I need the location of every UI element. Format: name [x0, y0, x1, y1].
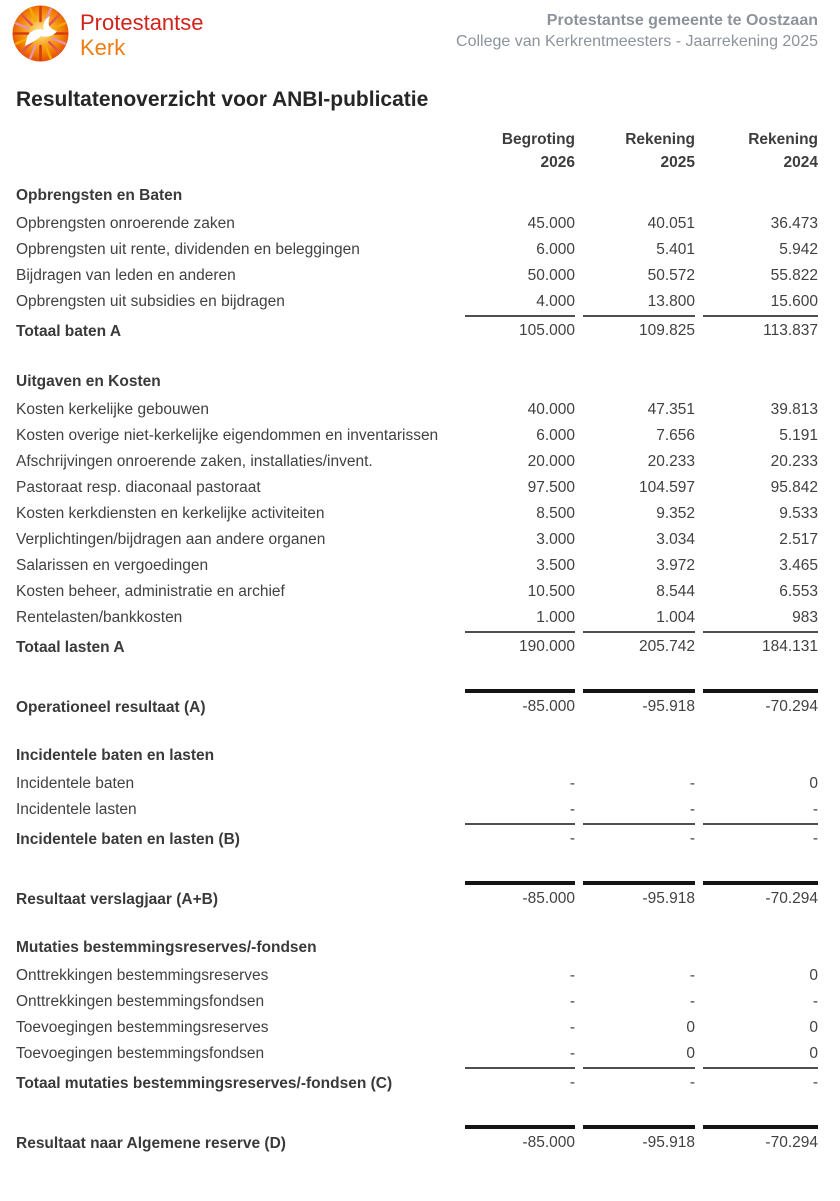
row-label: Totaal baten A: [16, 322, 122, 340]
row-label: Onttrekkingen bestemmingsreserves: [16, 967, 269, 984]
row-value: 1.000: [536, 609, 575, 626]
row-label: Operationeel resultaat (A): [16, 698, 206, 716]
row-value: -85.000: [465, 689, 575, 716]
row-value: 97.500: [527, 479, 575, 496]
row-value: -: [689, 993, 695, 1010]
row-value: 0: [809, 775, 818, 792]
row-value: 104.597: [638, 479, 695, 496]
row-value: 15.600: [770, 293, 818, 310]
row-label: Incidentele baten en lasten (B): [16, 830, 240, 848]
row-value: -: [569, 1019, 575, 1036]
row-value: 5.191: [779, 427, 818, 444]
row-value: 6.000: [536, 427, 575, 444]
row-value: -: [689, 967, 695, 984]
item-row: [16, 211, 818, 237]
row-value: 20.233: [647, 453, 695, 470]
row-value: -: [569, 775, 575, 792]
row-label: Afschrijvingen onroerende zaken, installaties/invent.: [16, 453, 373, 470]
row-value: -85.000: [465, 881, 575, 908]
row-value: 50.000: [527, 267, 575, 284]
row-value: -: [569, 967, 575, 984]
item-row: [16, 579, 818, 605]
row-value: -: [569, 801, 575, 818]
row-value: -70.294: [703, 1125, 818, 1152]
row-value: -: [465, 823, 575, 848]
organization-name: Protestantse gemeente te Oostzaan: [546, 12, 818, 29]
row-value: -: [812, 801, 818, 818]
row-label: Incidentele baten en lasten: [16, 747, 215, 764]
row-label: Toevoegingen bestemmingsreserves: [16, 1019, 269, 1036]
row-label: Pastoraat resp. diaconaal pastoraat: [16, 479, 261, 496]
row-label: Kosten overige niet-kerkelijke eigendommen en inventarissen: [16, 427, 439, 444]
section-row: [16, 369, 818, 395]
row-value: 2.517: [779, 531, 818, 548]
row-label: Rentelasten/bankkosten: [16, 609, 183, 626]
row-value: 40.051: [647, 215, 695, 232]
row-value: 6.553: [779, 583, 818, 600]
item-row: [16, 1015, 818, 1041]
item-row: [16, 289, 818, 315]
row-value: 45.000: [527, 215, 575, 232]
row-value: 40.000: [527, 401, 575, 418]
row-value: 36.473: [770, 215, 818, 232]
row-value: -: [689, 775, 695, 792]
row-value: -95.918: [583, 689, 695, 716]
row-value: 20.000: [527, 453, 575, 470]
row-value: 184.131: [703, 631, 818, 656]
table-rows: [16, 183, 818, 1155]
column-label: Begroting: [501, 131, 575, 148]
page-title: Resultatenoverzicht voor ANBI-publicatie: [16, 88, 429, 111]
row-value: 7.656: [656, 427, 695, 444]
item-row: [16, 553, 818, 579]
row-value: 55.822: [770, 267, 818, 284]
section-row: [16, 935, 818, 961]
result-row: [16, 689, 818, 719]
row-value: 190.000: [465, 631, 575, 656]
item-row: [16, 501, 818, 527]
total-row: [16, 631, 818, 659]
brand-name-line2: Kerk: [80, 35, 126, 60]
row-value: 3.034: [656, 531, 695, 548]
row-value: 3.000: [536, 531, 575, 548]
item-row: [16, 423, 818, 449]
row-value: 0: [809, 967, 818, 984]
row-label: Totaal mutaties bestemmingsreserves/-fondsen (C): [16, 1074, 393, 1092]
row-label: Incidentele baten: [16, 775, 135, 792]
item-row: [16, 963, 818, 989]
item-row: [16, 605, 818, 631]
table-column-headers: [16, 128, 818, 174]
row-label: Opbrengsten en Baten: [16, 187, 183, 204]
row-value: -: [812, 993, 818, 1010]
row-value: 1.004: [656, 609, 695, 626]
item-row: [16, 449, 818, 475]
row-value: 50.572: [647, 267, 695, 284]
item-row: [16, 237, 818, 263]
row-value: -70.294: [703, 689, 818, 716]
item-row: [16, 1041, 818, 1067]
row-value: 0: [809, 1019, 818, 1036]
row-value: 3.465: [779, 557, 818, 574]
item-row: [16, 475, 818, 501]
column-header-begroting-2026: [465, 128, 575, 174]
row-value: 6.000: [536, 241, 575, 258]
total-row: [16, 823, 818, 851]
row-value: 3.972: [656, 557, 695, 574]
row-value: -: [703, 823, 818, 848]
row-value: -70.294: [703, 881, 818, 908]
row-value: 20.233: [770, 453, 818, 470]
row-value: 10.500: [527, 583, 575, 600]
row-value: 5.942: [779, 241, 818, 258]
row-value: -: [703, 1067, 818, 1092]
row-value: 47.351: [647, 401, 695, 418]
church-sunburst-dove-icon: [12, 5, 69, 67]
item-row: [16, 989, 818, 1015]
item-row: [16, 263, 818, 289]
row-value: 109.825: [583, 315, 695, 340]
row-label: Incidentele lasten: [16, 801, 137, 818]
row-value: 95.842: [770, 479, 818, 496]
row-label: Resultaat verslagjaar (A+B): [16, 890, 219, 908]
results-table: [0, 128, 840, 1155]
row-value: 4.000: [536, 293, 575, 310]
row-label: Opbrengsten uit subsidies en bijdragen: [16, 293, 285, 310]
row-label: Kosten beheer, administratie en archief: [16, 583, 285, 600]
row-label: Kosten kerkelijke gebouwen: [16, 401, 210, 418]
row-value: -: [583, 1067, 695, 1092]
row-label: Resultaat naar Algemene reserve (D): [16, 1134, 286, 1152]
brand-name-line1: Protestantse: [80, 10, 204, 35]
row-value: 3.500: [536, 557, 575, 574]
row-value: -: [689, 801, 695, 818]
row-value: -: [465, 1067, 575, 1092]
result-row: [16, 881, 818, 911]
row-label: Kosten kerkdiensten en kerkelijke activiteiten: [16, 505, 325, 522]
column-year: 2024: [783, 154, 818, 171]
item-row: [16, 771, 818, 797]
column-header-rekening-2024: [703, 128, 818, 174]
row-label: Onttrekkingen bestemmingsfondsen: [16, 993, 265, 1010]
column-label: Rekening: [625, 131, 695, 148]
column-label: Rekening: [748, 131, 818, 148]
row-value: 8.544: [656, 583, 695, 600]
row-value: 0: [809, 1045, 818, 1062]
row-value: -: [569, 1045, 575, 1062]
row-value: 39.813: [770, 401, 818, 418]
column-year: 2025: [660, 154, 695, 171]
item-row: [16, 797, 818, 823]
row-value: -95.918: [583, 1125, 695, 1152]
row-value: 113.837: [703, 315, 818, 340]
row-label: Salarissen en vergoedingen: [16, 557, 209, 574]
row-label: Toevoegingen bestemmingsfondsen: [16, 1045, 265, 1062]
row-value: 9.533: [779, 505, 818, 522]
row-label: Totaal lasten A: [16, 638, 125, 656]
row-value: 983: [792, 609, 818, 626]
total-row: [16, 315, 818, 343]
document-header-meta: [456, 5, 818, 52]
row-value: -85.000: [465, 1125, 575, 1152]
row-label: Uitgaven en Kosten: [16, 373, 161, 390]
row-value: 9.352: [656, 505, 695, 522]
row-value: 8.500: [536, 505, 575, 522]
result-row: [16, 1125, 818, 1155]
row-value: 105.000: [465, 315, 575, 340]
section-row: [16, 183, 818, 209]
row-label: Opbrengsten onroerende zaken: [16, 215, 235, 232]
page-header: [0, 0, 840, 67]
row-value: 5.401: [656, 241, 695, 258]
row-value: -: [569, 993, 575, 1010]
row-label: Bijdragen van leden en anderen: [16, 267, 236, 284]
brand: [12, 5, 204, 67]
row-label: Opbrengsten uit rente, dividenden en beleggingen: [16, 241, 360, 258]
item-row: [16, 527, 818, 553]
row-value: 13.800: [647, 293, 695, 310]
brand-wordmark: [80, 5, 204, 60]
document-subtitle: College van Kerkrentmeesters - Jaarrekening 2025: [456, 33, 818, 50]
total-row: [16, 1067, 818, 1095]
item-row: [16, 397, 818, 423]
row-value: -95.918: [583, 881, 695, 908]
row-label: Mutaties bestemmingsreserves/-fondsen: [16, 939, 317, 956]
row-value: 205.742: [583, 631, 695, 656]
row-value: 0: [686, 1045, 695, 1062]
section-row: [16, 743, 818, 769]
column-header-rekening-2025: [583, 128, 695, 174]
row-value: 0: [686, 1019, 695, 1036]
column-year: 2026: [540, 154, 575, 171]
row-label: Verplichtingen/bijdragen aan andere organen: [16, 531, 326, 548]
row-value: -: [583, 823, 695, 848]
